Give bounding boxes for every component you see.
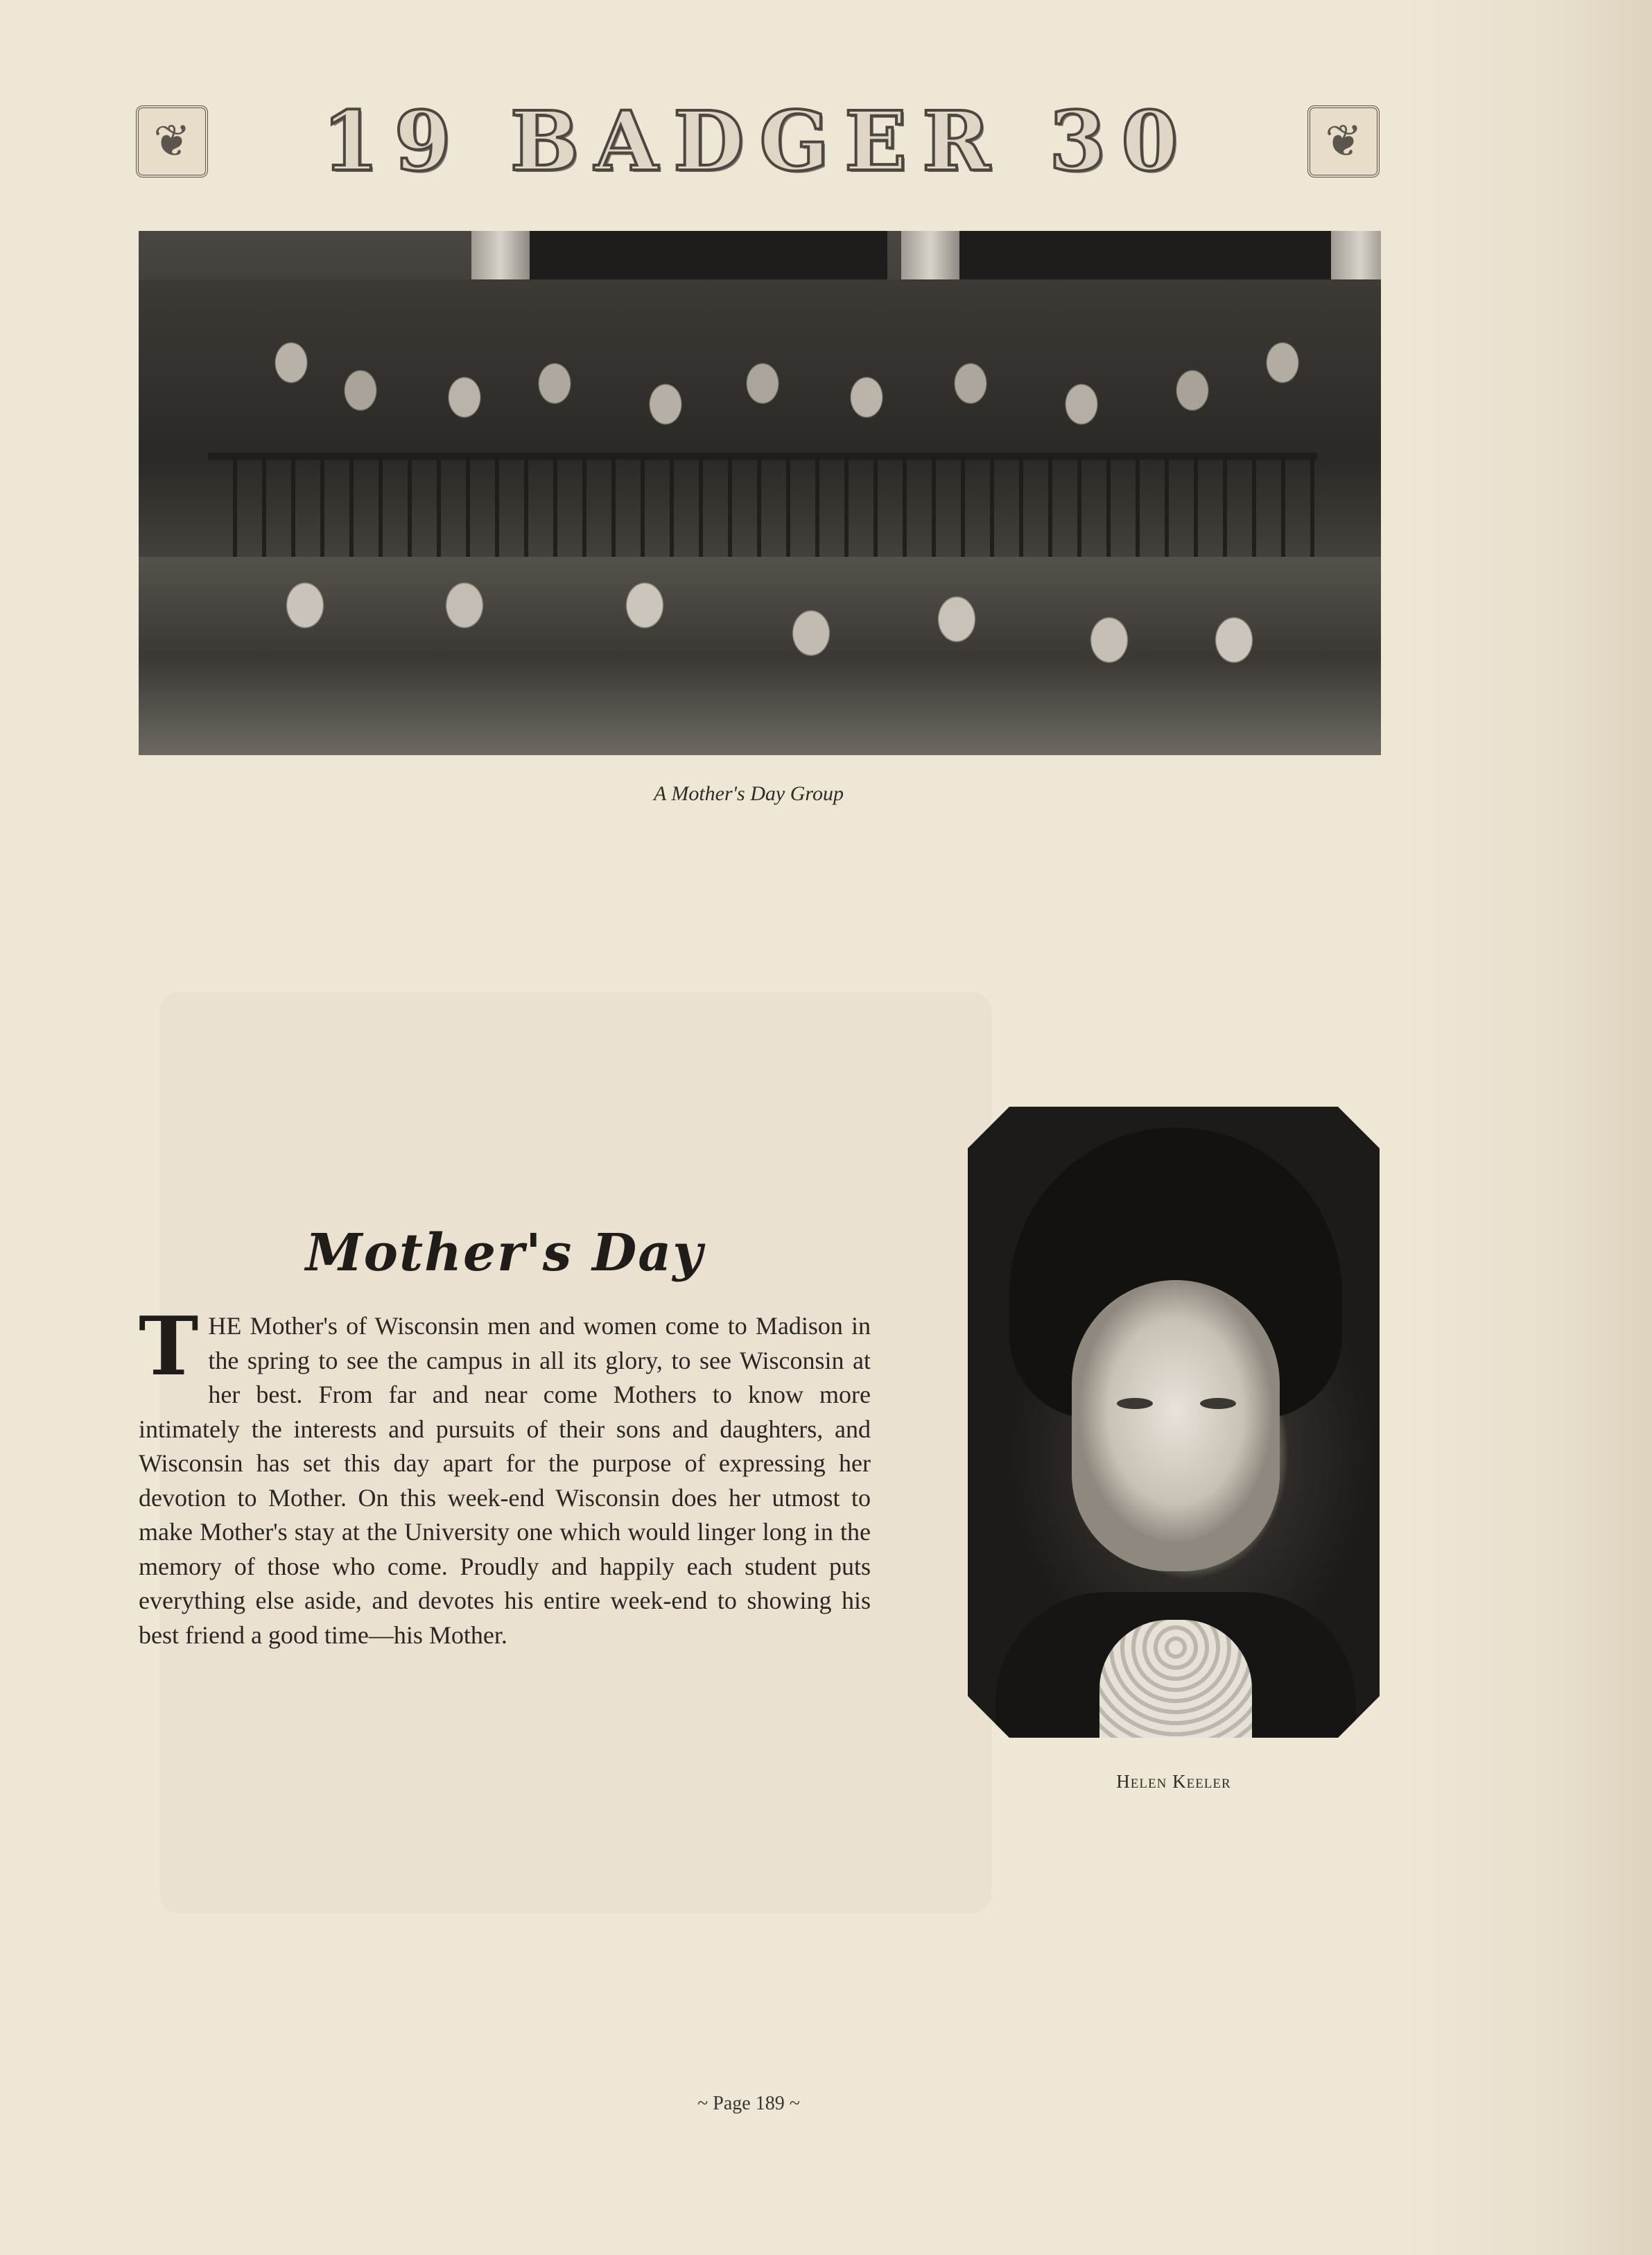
page-number: ~ Page 189 ~	[697, 2093, 800, 2114]
article-title: Mother's Day	[305, 1223, 704, 1283]
yearbook-banner	[136, 93, 1380, 189]
portrait-caption-text: Helen Keeler	[1116, 1771, 1231, 1792]
drop-cap: T	[139, 1299, 199, 1394]
portrait-eye	[1117, 1398, 1153, 1409]
left-ornament-icon: ❦	[136, 105, 208, 178]
portrait-eye	[1200, 1398, 1236, 1409]
photo-front-row	[139, 557, 1381, 755]
portrait-photo	[968, 1107, 1380, 1738]
group-photo	[139, 231, 1381, 755]
portrait-caption	[968, 1771, 1380, 1792]
group-photo-caption: A Mother's Day Group	[654, 782, 844, 805]
right-ornament-icon: ❦	[1307, 105, 1380, 178]
article-text: HE Mother's of Wisconsin men and women come to Madison in the spring to see the campus in all its glory, to see Wisconsin at her best. From far and near come Mothers to know more intimately the interests and pursuits of their sons and daughters, and Wisconsin has set this day apart for the purpose of expressing her devotion to Mother. On this week-end Wisconsin does her utmost to make Mother's stay at the University one which would linger long in the memory of those who come. Proudly and happily each student puts everything else aside, and devotes his entire week-end to showing his best friend a good time—his Mother.	[139, 1312, 871, 1649]
page-edge-shading	[1402, 0, 1652, 2255]
article-body	[139, 1299, 871, 1652]
portrait-face	[1072, 1280, 1280, 1571]
banner-title: 19 BADGER 30	[322, 93, 1194, 189]
portrait-collar	[1099, 1620, 1252, 1752]
